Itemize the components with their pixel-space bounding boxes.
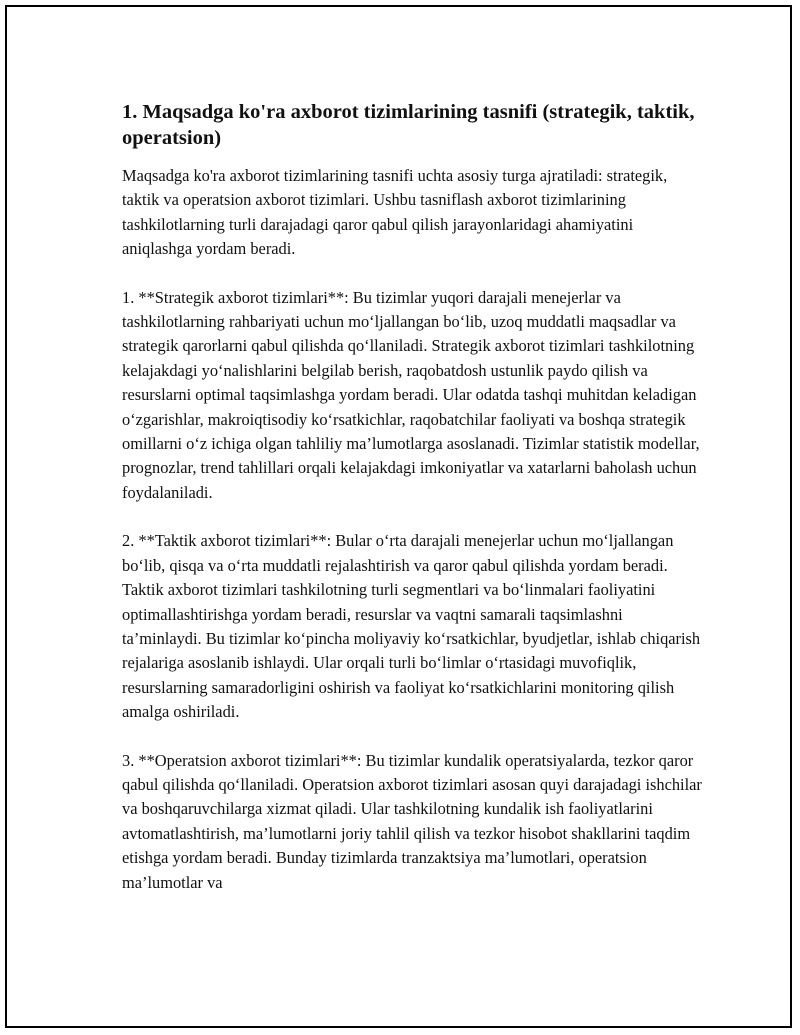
intro-paragraph: Maqsadga ko'ra axborot tizimlarining tasnifi uchta asosiy turga ajratiladi: strategik, taktik va operatsion axborot tizimlari. Ushbu tasniflash axborot tizimlarining tashkilotlarning turli darajadagi qaror qabul qilish jarayonlaridagi ahamiyatini aniqlashga yordam beradi. <box>122 166 668 259</box>
document-page <box>5 5 792 1028</box>
section-heading: 1. Maqsadga ko'ra axborot tizimlarining tasnifi (strategik, taktik, operatsion) <box>122 101 695 149</box>
tactical-paragraph: 2. **Taktik axborot tizimlari**: Bular o‘rta darajali menejerlar uchun mo‘ljallangan bo‘lib, qisqa va o‘rta muddatli rejalashtirish va qaror qabul qilishda yordam beradi. Taktik axborot tizimlari tashkilotning turli segmentlari va bo‘linmalari faoliyatini optimallashtirishga yordam beradi, resurslar va vaqtni samarali taqsimlashni ta’minlaydi. Bu tizimlar ko‘pincha moliyaviy ko‘rsatkichlar, byudjetlar, ishlab chiqarish rejalariga asoslanib ishlaydi. Ular orqali turli bo‘limlar o‘rtasidagi muvofiqlik, resurslarning samaradorligini oshirish va faoliyat ko‘rsatkichlarini monitoring qilish amalga oshiriladi. <box>122 531 701 722</box>
document-content <box>122 99 702 919</box>
operational-paragraph: 3. **Operatsion axborot tizimlari**: Bu tizimlar kundalik operatsiyalarda, tezkor qaror qabul qilishda qo‘llaniladi. Operatsion axborot tizimlari asosan quyi darajadagi ishchilar va boshqaruvchilarga xizmat qiladi. Ular tashkilotning kundalik ish faoliyatlarini avtomatlashtirish, ma’lumotlarni joriy tahlil qilish va tezkor hisobot shakllarini taqdim etishga yordam beradi. Bunday tizimlarda tranzaktsiya ma’lumotlari, operatsion ma’lumotlar va <box>122 750 702 892</box>
strategic-paragraph: 1. **Strategik axborot tizimlari**: Bu tizimlar yuqori darajali menejerlar va tashkilotlarning rahbariyati uchun mo‘ljallangan bo‘lib, uzoq muddatli maqsadlar va strategik qarorlarni qabul qilishda qo‘llaniladi. Strategik axborot tizimlari tashkilotning kelajakdagi yo‘nalishlarini belgilab berish, raqobatdosh ustunlik paydo qilish va resurslarni optimal taqsimlashga yordam beradi. Ular odatda tashqi muhitdan keladigan o‘zgarishlar, makroiqtisodiy ko‘rsatkichlar, raqobatchilar faoliyati va boshqa strategik omillarni o‘z ichiga olgan tahliliy ma’lumotlarga asoslanadi. Tizimlar statistik modellar, prognozlar, trend tahlillari orqali kelajakdagi imkoniyatlar va xatarlarni baholash uchun foydalaniladi. <box>122 287 700 502</box>
